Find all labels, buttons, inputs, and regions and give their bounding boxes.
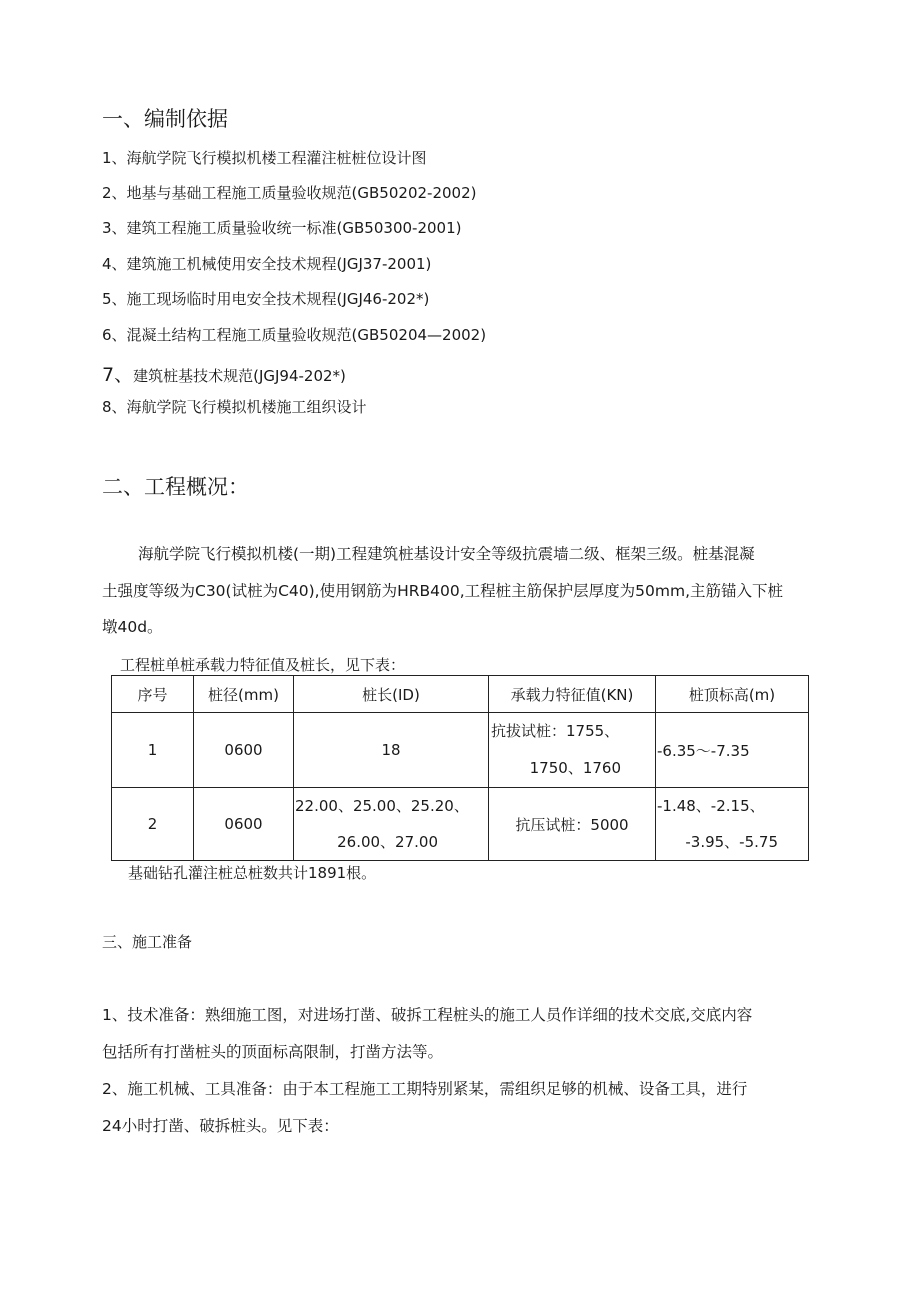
- row2-length: [294, 788, 489, 861]
- basis-item-7-number: 7、: [102, 364, 134, 386]
- row2-elevation: [656, 788, 809, 861]
- pile-table: [111, 675, 809, 861]
- basis-item-5: 5、施工现场临时用电安全技术规程(JGJ46-202*): [102, 290, 430, 308]
- section3-title: 三、施工准备: [102, 933, 193, 951]
- basis-item-4: 4、建筑施工机械使用安全技术规程(JGJ37-2001): [102, 255, 432, 273]
- row1-length: 18: [294, 713, 489, 788]
- row1-diameter: 0600: [194, 713, 294, 788]
- basis-item-7: [102, 360, 346, 387]
- pile-total-note: 基础钻孔灌注桩总桩数共计1891根。: [128, 864, 377, 882]
- basis-item-6: 6、混凝土结构工程施工质量验收规范(GB50204—2002): [102, 326, 487, 344]
- row2-elevation-line2: -3.95、-5.75: [685, 833, 778, 851]
- row2-no: 2: [112, 788, 194, 861]
- row2-length-line1: 22.00、25.00、25.20、: [295, 797, 469, 815]
- row1-capacity: [489, 713, 656, 788]
- header-no: 序号: [112, 676, 194, 713]
- overview-line-3: 墩40d。: [102, 618, 163, 636]
- table-row: [112, 788, 809, 861]
- section1-title: 一、编制依据: [102, 107, 228, 131]
- header-capacity: 承载力特征值(KN): [489, 676, 656, 713]
- row2-length-line2: 26.00、27.00: [337, 833, 438, 851]
- row2-diameter: 0600: [194, 788, 294, 861]
- overview-line-2: 土强度等级为C30(试桩为C40),使用钢筋为HRB400,工程桩主筋保护层厚度为50mm,主筋锚入下桩: [102, 582, 784, 600]
- table-row: [112, 713, 809, 788]
- row1-no: 1: [112, 713, 194, 788]
- row2-elevation-line1: -1.48、-2.15、: [657, 797, 765, 815]
- section2-title: 二、工程概况：: [102, 475, 249, 499]
- table-caption: 工程桩单桩承载力特征值及桩长，见下表：: [120, 656, 406, 674]
- prep-machine-line-1: 2、施工机械、工具准备：由于本工程施工工期特别紧某，需组织足够的机械、设备工具，进行: [102, 1080, 748, 1098]
- prep-tech-line-2: 包括所有打凿桩头的顶面标高限制，打凿方法等。: [102, 1043, 444, 1061]
- row1-capacity-line2: 1750、1760: [529, 759, 621, 777]
- basis-item-8: 8、海航学院飞行模拟机楼施工组织设计: [102, 398, 367, 416]
- basis-item-1: 1、海航学院飞行模拟机楼工程灌注桩桩位设计图: [102, 149, 427, 167]
- table-header-row: [112, 676, 809, 713]
- prep-machine-line-2: 24小时打凿、破拆桩头。见下表：: [102, 1117, 339, 1135]
- row1-capacity-line1: 抗拔试桩：1755、: [491, 722, 620, 740]
- prep-tech-line-1: 1、技术准备：熟细施工图，对进场打凿、破拆工程桩头的施工人员作详细的技术交底,交底内容: [102, 1006, 753, 1024]
- overview-line-1: 海航学院飞行模拟机楼(一期)工程建筑桩基设计安全等级抗震墙二级、框架三级。桩基混凝: [138, 545, 755, 563]
- row1-elevation: -6.35～-7.35: [656, 713, 809, 788]
- header-length: 桩长(ID): [294, 676, 489, 713]
- header-diameter: 桩径(mm): [194, 676, 294, 713]
- header-elevation: 桩顶标高(m): [656, 676, 809, 713]
- basis-item-2: 2、地基与基础工程施工质量验收规范(GB50202-2002): [102, 184, 477, 202]
- row2-capacity: 抗压试桩：5000: [489, 788, 656, 861]
- basis-item-7-text: 建筑桩基技术规范(JGJ94-202*): [133, 367, 346, 385]
- basis-item-3: 3、建筑工程施工质量验收统一标准(GB50300-2001): [102, 219, 462, 237]
